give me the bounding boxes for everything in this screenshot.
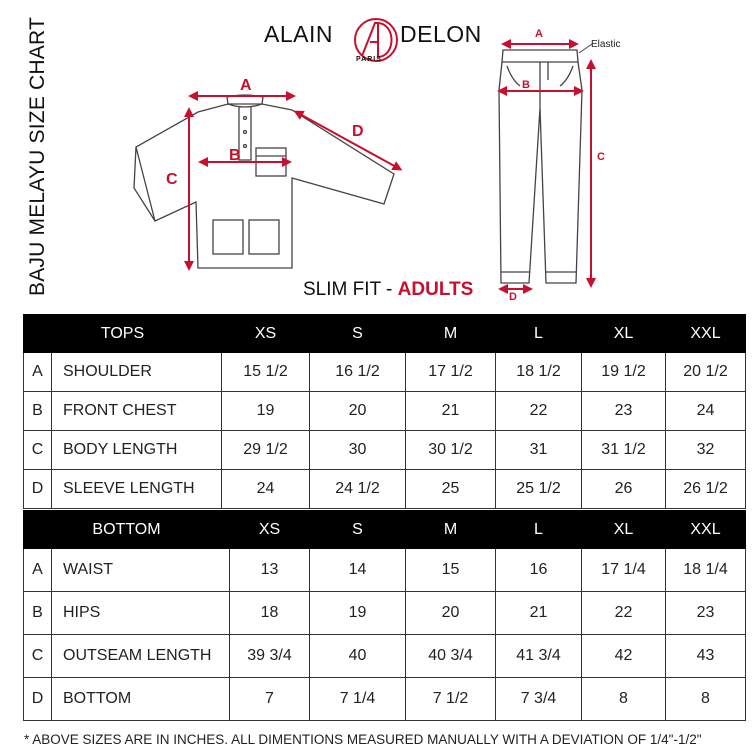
size-value-cell: 30 1/2 — [406, 431, 496, 470]
size-value-cell: 13 — [230, 549, 310, 592]
size-value-cell: 25 — [406, 470, 496, 509]
size-value-cell: 31 1/2 — [582, 431, 666, 470]
size-value-cell: 41 3/4 — [496, 635, 582, 678]
pants-label-b: B — [522, 79, 530, 91]
size-value-cell: 24 — [666, 392, 746, 431]
size-value-cell: 23 — [582, 392, 666, 431]
measure-letter: A — [24, 549, 52, 592]
tops-header-label: TOPS — [24, 315, 222, 353]
size-value-cell: 40 3/4 — [406, 635, 496, 678]
fit-label-audience: ADULTS — [397, 279, 474, 300]
size-value-cell: 8 — [666, 678, 746, 721]
measure-letter: D — [24, 678, 52, 721]
size-value-cell: 40 — [310, 635, 406, 678]
size-header-l: L — [496, 315, 582, 353]
size-value-cell: 19 — [310, 592, 406, 635]
size-header-xl: XL — [582, 315, 666, 353]
tops-size-table — [23, 314, 746, 509]
size-value-cell: 8 — [582, 678, 666, 721]
measure-letter: C — [24, 431, 52, 470]
measure-name: FRONT CHEST — [52, 392, 222, 431]
brand-subtitle: PARIS — [356, 56, 382, 63]
size-value-cell: 29 1/2 — [222, 431, 310, 470]
measure-name: WAIST — [52, 549, 230, 592]
measure-letter: D — [24, 470, 52, 509]
measure-name: BODY LENGTH — [52, 431, 222, 470]
size-value-cell: 18 — [230, 592, 310, 635]
size-value-cell: 26 1/2 — [666, 470, 746, 509]
size-value-cell: 39 3/4 — [230, 635, 310, 678]
size-value-cell: 32 — [666, 431, 746, 470]
size-value-cell: 21 — [406, 392, 496, 431]
size-header-xxl: XXL — [666, 315, 746, 353]
shirt-label-b: B — [229, 147, 241, 164]
size-value-cell: 19 1/2 — [582, 353, 666, 392]
measure-name: SLEEVE LENGTH — [52, 470, 222, 509]
size-value-cell: 19 — [222, 392, 310, 431]
size-value-cell: 17 1/2 — [406, 353, 496, 392]
measurement-footnote: * ABOVE SIZES ARE IN INCHES. ALL DIMENTIONS MEASURED MANUALLY WITH A DEVIATION OF 1/4"-1/2" — [24, 732, 702, 747]
table-row — [24, 549, 746, 592]
table-row — [24, 470, 746, 509]
shirt-measure-lines — [189, 96, 398, 266]
size-header-l: L — [496, 511, 582, 549]
size-value-cell: 24 — [222, 470, 310, 509]
measure-name: BOTTOM — [52, 678, 230, 721]
table-row — [24, 592, 746, 635]
table-row — [24, 392, 746, 431]
size-value-cell: 20 1/2 — [666, 353, 746, 392]
size-header-xs: XS — [222, 315, 310, 353]
size-value-cell: 15 — [406, 549, 496, 592]
measure-letter: C — [24, 635, 52, 678]
size-value-cell: 15 1/2 — [222, 353, 310, 392]
size-header-m: M — [406, 315, 496, 353]
size-value-cell: 7 1/2 — [406, 678, 496, 721]
size-value-cell: 18 1/2 — [496, 353, 582, 392]
measure-name: SHOULDER — [52, 353, 222, 392]
size-value-cell: 14 — [310, 549, 406, 592]
size-header-xxl: XXL — [666, 511, 746, 549]
size-value-cell: 16 — [496, 549, 582, 592]
size-value-cell: 7 — [230, 678, 310, 721]
size-value-cell: 26 — [582, 470, 666, 509]
size-value-cell: 20 — [406, 592, 496, 635]
table-row — [24, 635, 746, 678]
chart-side-title: BAJU MELAYU SIZE CHART — [26, 16, 49, 296]
size-value-cell: 23 — [666, 592, 746, 635]
size-value-cell: 16 1/2 — [310, 353, 406, 392]
pants-label-c: C — [597, 151, 605, 163]
table-row — [24, 353, 746, 392]
size-header-m: M — [406, 511, 496, 549]
size-value-cell: 22 — [582, 592, 666, 635]
pants-label-d: D — [509, 291, 517, 303]
measure-letter: B — [24, 592, 52, 635]
bottom-header-row — [24, 511, 746, 549]
size-value-cell: 7 3/4 — [496, 678, 582, 721]
table-row — [24, 678, 746, 721]
size-value-cell: 42 — [582, 635, 666, 678]
size-value-cell: 18 1/4 — [666, 549, 746, 592]
size-value-cell: 7 1/4 — [310, 678, 406, 721]
pants-label-a: A — [535, 28, 543, 40]
fit-label — [303, 279, 473, 301]
tops-header-row — [24, 315, 746, 353]
size-header-xl: XL — [582, 511, 666, 549]
shirt-label-d: D — [352, 123, 364, 140]
brand-name-left: ALAIN — [264, 21, 333, 47]
elastic-callout: Elastic — [591, 39, 621, 50]
pants-diagram — [499, 50, 582, 283]
bottom-header-label: BOTTOM — [24, 511, 230, 549]
size-header-s: S — [310, 511, 406, 549]
shirt-label-c: C — [166, 171, 178, 188]
size-value-cell: 22 — [496, 392, 582, 431]
fit-label-prefix: SLIM FIT - — [303, 279, 398, 300]
size-value-cell: 20 — [310, 392, 406, 431]
measure-letter: A — [24, 353, 52, 392]
size-value-cell: 25 1/2 — [496, 470, 582, 509]
size-header-s: S — [310, 315, 406, 353]
garment-diagrams — [0, 0, 756, 310]
size-value-cell: 21 — [496, 592, 582, 635]
size-value-cell: 17 1/4 — [582, 549, 666, 592]
measure-name: HIPS — [52, 592, 230, 635]
measure-name: OUTSEAM LENGTH — [52, 635, 230, 678]
brand-name-right: DELON — [400, 21, 482, 47]
size-value-cell: 43 — [666, 635, 746, 678]
size-value-cell: 24 1/2 — [310, 470, 406, 509]
bottom-size-table — [23, 510, 746, 721]
size-value-cell: 31 — [496, 431, 582, 470]
table-row — [24, 431, 746, 470]
measure-letter: B — [24, 392, 52, 431]
size-header-xs: XS — [230, 511, 310, 549]
size-value-cell: 30 — [310, 431, 406, 470]
shirt-label-a: A — [240, 77, 252, 94]
